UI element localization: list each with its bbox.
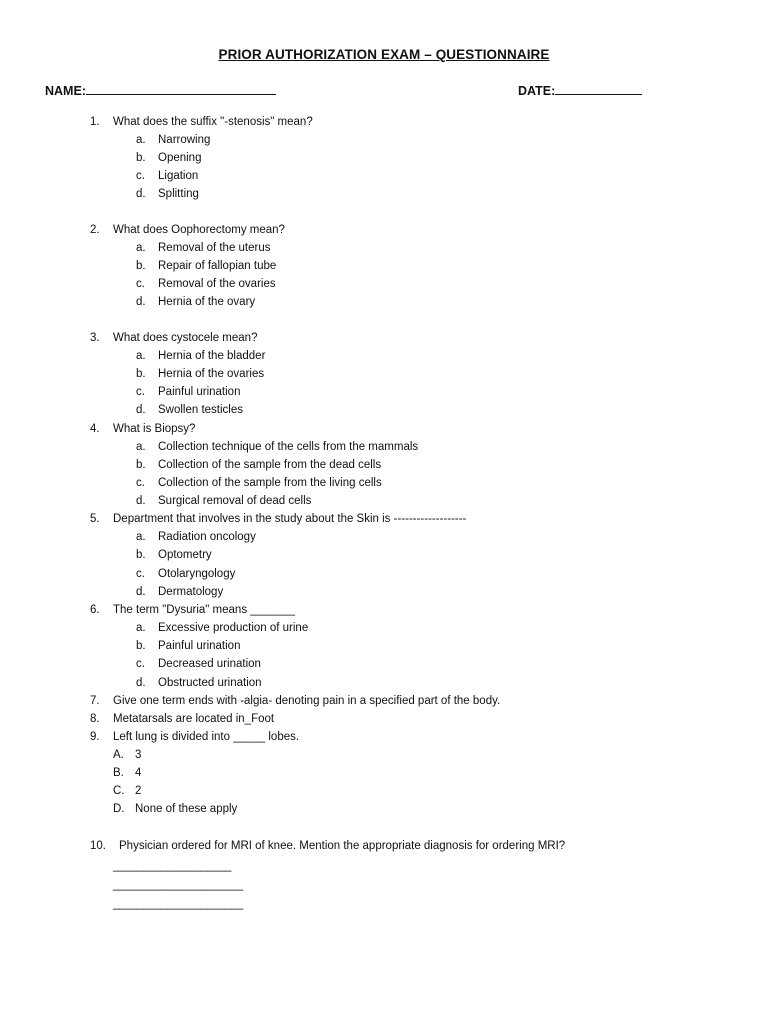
name-field: [45, 82, 276, 98]
name-blank-line: [86, 82, 276, 95]
option-letter: c.: [136, 568, 145, 580]
option-text: Painful urination: [158, 640, 241, 652]
date-field: [518, 82, 642, 98]
option-6c: [136, 655, 261, 673]
option-text: Hernia of the ovaries: [158, 368, 265, 380]
option-9a: [113, 746, 141, 764]
option-2b: [136, 257, 276, 275]
date-blank-line: [555, 82, 642, 95]
option-6b: [136, 637, 240, 655]
option-letter: b.: [136, 152, 146, 164]
option-5b: [136, 546, 212, 564]
option-text: Removal of the ovaries: [158, 278, 276, 290]
option-letter: C.: [113, 785, 125, 797]
option-3b: [136, 365, 264, 383]
question-text: Department that involves in the study about the Skin is -------------------: [113, 513, 467, 525]
option-9b: [113, 764, 141, 782]
option-1d: [136, 185, 199, 203]
option-5c: [136, 565, 235, 583]
option-text: 2: [135, 785, 142, 797]
option-3d: [136, 401, 243, 419]
question-text: Metatarsals are located in_Foot: [113, 713, 275, 725]
question-3: [90, 329, 257, 347]
option-text: Repair of fallopian tube: [158, 260, 277, 272]
page-title: PRIOR AUTHORIZATION EXAM – QUESTIONNAIRE: [218, 47, 550, 62]
option-4d: [136, 492, 311, 510]
option-letter: c.: [136, 170, 145, 182]
question-text: Left lung is divided into _____ lobes.: [113, 731, 300, 743]
option-9c: [113, 782, 141, 800]
option-text: None of these apply: [135, 803, 238, 815]
question-number: 8.: [90, 713, 100, 725]
question-2: [90, 221, 285, 239]
question-9: [90, 728, 299, 746]
option-letter: b.: [136, 260, 146, 272]
option-3a: [136, 347, 265, 365]
option-2c: [136, 275, 276, 293]
option-letter: d.: [136, 586, 146, 598]
option-letter: a.: [136, 134, 146, 146]
name-label: NAME:: [45, 84, 86, 98]
option-text: Swollen testicles: [158, 404, 244, 416]
question-1: [90, 113, 313, 131]
option-4a: [136, 438, 418, 456]
question-number: 7.: [90, 695, 100, 707]
option-text: Ligation: [158, 170, 199, 182]
question-text: Give one term ends with -algia- denoting pain in a specified part of the body.: [113, 695, 501, 707]
option-letter: d.: [136, 495, 146, 507]
question-4: [90, 420, 195, 438]
question-text: Physician ordered for MRI of knee. Mention the appropriate diagnosis for ordering MRI?: [119, 840, 566, 852]
question-8: [90, 710, 274, 728]
option-text: Obstructed urination: [158, 677, 262, 689]
option-text: Dermatology: [158, 586, 224, 598]
option-text: 3: [135, 749, 142, 761]
date-label: DATE:: [518, 84, 556, 98]
option-text: Decreased urination: [158, 658, 261, 670]
option-letter: d.: [136, 677, 146, 689]
option-letter: a.: [136, 531, 146, 543]
option-1c: [136, 167, 198, 185]
question-7: [90, 692, 500, 710]
option-letter: a.: [136, 242, 146, 254]
question-number: 1.: [90, 116, 100, 128]
option-letter: B.: [113, 767, 124, 779]
option-letter: a.: [136, 441, 146, 453]
option-9d: [113, 800, 237, 818]
option-letter: d.: [136, 404, 146, 416]
option-text: Radiation oncology: [158, 531, 256, 543]
option-letter: d.: [136, 296, 146, 308]
option-letter: c.: [136, 278, 145, 290]
option-letter: d.: [136, 188, 146, 200]
option-letter: b.: [136, 549, 146, 561]
option-1a: [136, 131, 210, 149]
option-2d: [136, 293, 255, 311]
option-text: Narrowing: [158, 134, 211, 146]
answer-line: ______________________: [113, 879, 243, 891]
option-text: Collection of the sample from the living cells: [158, 477, 382, 489]
option-text: Optometry: [158, 549, 212, 561]
option-text: Painful urination: [158, 386, 241, 398]
answer-line: ____________________: [113, 860, 231, 872]
option-text: Removal of the uterus: [158, 242, 271, 254]
question-number: 3.: [90, 332, 100, 344]
question-5: [90, 510, 466, 528]
option-4b: [136, 456, 381, 474]
question-text: What does the suffix "-stenosis" mean?: [113, 116, 313, 128]
question-number: 2.: [90, 224, 100, 236]
option-text: Otolaryngology: [158, 568, 236, 580]
question-number: 4.: [90, 423, 100, 435]
answer-line: ______________________: [113, 898, 243, 910]
option-text: Surgical removal of dead cells: [158, 495, 312, 507]
option-letter: a.: [136, 622, 146, 634]
option-letter: a.: [136, 350, 146, 362]
option-letter: A.: [113, 749, 124, 761]
option-5a: [136, 528, 256, 546]
option-letter: c.: [136, 386, 145, 398]
question-text: What does cystocele mean?: [113, 332, 258, 344]
option-3c: [136, 383, 240, 401]
question-text: What is Biopsy?: [113, 423, 196, 435]
question-number: 6.: [90, 604, 100, 616]
option-text: Splitting: [158, 188, 199, 200]
option-6a: [136, 619, 308, 637]
question-10: [90, 837, 565, 855]
option-5d: [136, 583, 223, 601]
option-text: Opening: [158, 152, 202, 164]
option-4c: [136, 474, 382, 492]
question-number: 10.: [90, 840, 106, 852]
option-letter: b.: [136, 640, 146, 652]
option-1b: [136, 149, 201, 167]
option-letter: b.: [136, 459, 146, 471]
option-text: Excessive production of urine: [158, 622, 309, 634]
option-text: Hernia of the bladder: [158, 350, 266, 362]
option-letter: D.: [113, 803, 125, 815]
option-letter: b.: [136, 368, 146, 380]
option-text: 4: [135, 767, 142, 779]
option-letter: c.: [136, 658, 145, 670]
option-text: Collection technique of the cells from the mammals: [158, 441, 419, 453]
option-2a: [136, 239, 271, 257]
question-text: The term "Dysuria" means _______: [113, 604, 296, 616]
question-6: [90, 601, 295, 619]
question-number: 9.: [90, 731, 100, 743]
option-letter: c.: [136, 477, 145, 489]
option-text: Collection of the sample from the dead cells: [158, 459, 382, 471]
option-text: Hernia of the ovary: [158, 296, 256, 308]
question-text: What does Oophorectomy mean?: [113, 224, 285, 236]
option-6d: [136, 674, 262, 692]
question-number: 5.: [90, 513, 100, 525]
